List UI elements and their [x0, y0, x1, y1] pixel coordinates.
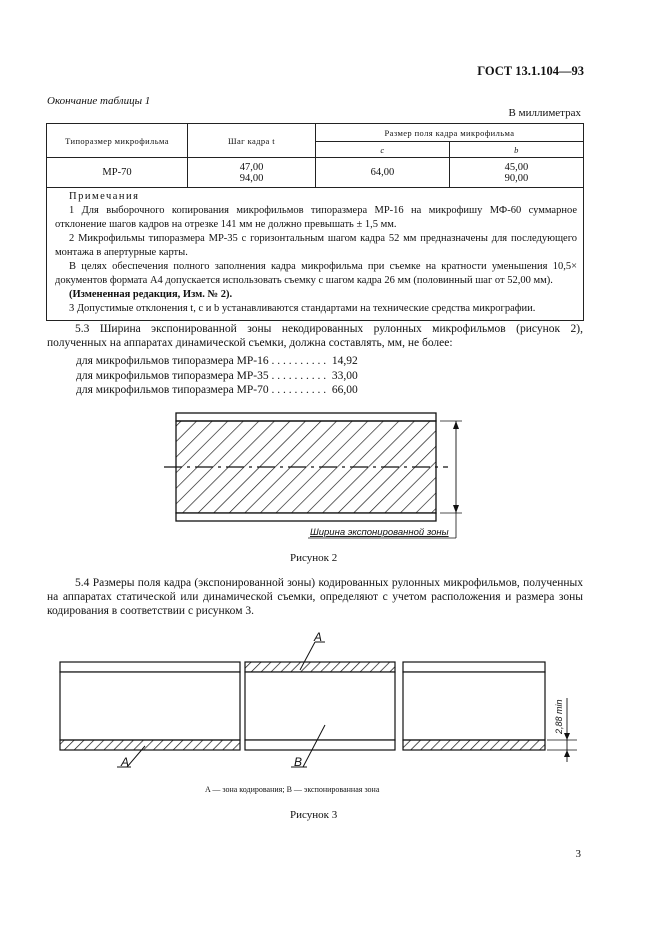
page-number: 3 — [575, 848, 581, 860]
section-5-3: 5.3 Ширина экспонированной зоны некодированных рулонных микрофильмов (рисунок 2), полученных на аппаратах динамической съемки, должна составлять, мм, не более: — [47, 323, 583, 349]
cell-b: 45,00 90,00 — [449, 158, 583, 188]
data-table — [46, 123, 584, 321]
width-row-mp16: для микрофильмов типоразмера МР-16 . . . . . . . . . . 14,92 — [76, 355, 358, 367]
notes-block — [47, 188, 584, 321]
coding-zone-1 — [60, 740, 240, 750]
section-5-4: 5.4 Размеры поля кадра (экспонированной зоны) кодированных рулонных микрофильмов, полученных на аппаратах статической или динамической съемки, определяют с учетом расположения и размера зоны кодирования в соответствии с рисунком 3. — [47, 577, 583, 617]
fig3-caption: Рисунок 3 — [290, 809, 338, 821]
width-row-mp70: для микрофильмов типоразмера МР-70 . . . . . . . . . . 66,00 — [76, 384, 358, 396]
note-3: 3 Допустимые отклонения t, c и b устанавливаются стандартами на технические средства микрографии. — [69, 303, 536, 314]
document-code: ГОСТ 13.1.104—93 — [477, 64, 584, 78]
label-a-bottom: A — [121, 755, 130, 769]
coding-zone-3 — [403, 740, 545, 750]
label-a-top: A — [314, 630, 323, 644]
units-label: В миллиметрах — [508, 107, 581, 119]
dimension-label: 2,88 min — [554, 699, 564, 734]
cell-step: 47,00 94,00 — [188, 158, 316, 188]
note-2b: В целях обеспечения полного заполнения кадра микрофильма при съемке на кратности уменьшения 10,5× документов формата А4 допускается использовать съемку с шагом кадра 26 мм (половинный шаг от 52,00 мм). — [55, 261, 577, 286]
film-edge-bottom — [176, 513, 436, 521]
coding-zone-2 — [245, 662, 395, 672]
cell-size: МР-70 — [47, 158, 188, 188]
fig2-caption: Рисунок 2 — [290, 552, 338, 564]
film-edge-top — [176, 413, 436, 421]
table-caption: Окончание таблицы 1 — [47, 95, 151, 107]
fig2-label: Ширина экспонированной зоны — [310, 527, 449, 538]
col-header-c: c — [316, 142, 450, 158]
note-1: 1 Для выборочного копирования микрофильмов типоразмера МР-16 на микрофишу МФ-60 суммарное отклонение шагов кадров на отрезке 141 мм не должно превышать ± 1,5 мм. — [55, 205, 577, 230]
figure-3 — [55, 630, 585, 780]
note-2: 2 Микрофильмы типоразмера МР-35 с горизонтальным шагом кадра 52 мм предназначены для последующего монтажа в апертурные карты. — [55, 233, 577, 258]
label-b: B — [294, 755, 303, 769]
col-header-b: b — [449, 142, 583, 158]
width-row-mp35: для микрофильмов типоразмера МР-35 . . . . . . . . . . 33,00 — [76, 369, 358, 382]
frame-3 — [403, 672, 545, 740]
frame-1 — [60, 672, 240, 740]
note-revision: (Измененная редакция, Изм. № 2). — [69, 289, 233, 300]
widths-list — [76, 354, 358, 398]
col-header-size: Типоразмер микрофильма — [47, 124, 188, 158]
frame-2 — [245, 672, 395, 740]
notes-heading: Примечания — [69, 191, 140, 202]
cell-c: 64,00 — [316, 158, 450, 188]
col-header-field: Размер поля кадра микрофильма — [316, 124, 584, 142]
fig3-legend: A — зона кодирования; B — экспонированная зона — [205, 785, 380, 794]
col-header-step: Шаг кадра t — [188, 124, 316, 158]
figure-2 — [150, 405, 470, 545]
